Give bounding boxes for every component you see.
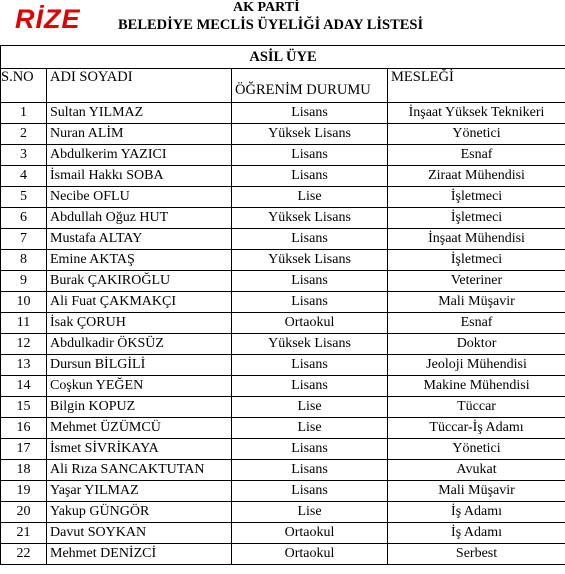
education-level: Lisans — [232, 103, 388, 124]
candidate-name: İsmail Hakkı SOBA — [47, 166, 232, 187]
table-row — [1, 481, 565, 502]
candidate-name: Mustafa ALTAY — [47, 229, 232, 250]
occupation: Yönetici — [388, 124, 565, 145]
table-row — [1, 292, 565, 313]
row-number: 16 — [1, 418, 47, 439]
row-number: 18 — [1, 460, 47, 481]
education-level: Lisans — [232, 271, 388, 292]
candidate-name: Mehmet DENİZCİ — [47, 544, 232, 565]
candidate-name: Ali Rıza SANCAKTUTAN — [47, 460, 232, 481]
education-level: Yüksek Lisans — [232, 208, 388, 229]
row-number: 11 — [1, 313, 47, 334]
row-number: 22 — [1, 544, 47, 565]
row-number: 7 — [1, 229, 47, 250]
education-level: Ortaokul — [232, 523, 388, 544]
column-header-no: S.NO — [1, 69, 47, 103]
table-row — [1, 502, 565, 523]
section-row — [1, 46, 565, 69]
table-row — [1, 439, 565, 460]
row-number: 3 — [1, 145, 47, 166]
occupation: Ziraat Mühendisi — [388, 166, 565, 187]
candidate-name: Yaşar YILMAZ — [47, 481, 232, 502]
education-level: Lise — [232, 397, 388, 418]
candidate-name: Necibe OFLU — [47, 187, 232, 208]
education-level: Ortaokul — [232, 313, 388, 334]
occupation: Veteriner — [388, 271, 565, 292]
occupation: Esnaf — [388, 313, 565, 334]
education-level: Lisans — [232, 439, 388, 460]
city-logo-text: RİZE — [15, 4, 81, 34]
candidate-table — [0, 45, 565, 565]
table-row — [1, 355, 565, 376]
row-number: 13 — [1, 355, 47, 376]
education-level: Lisans — [232, 460, 388, 481]
occupation: İşletmeci — [388, 250, 565, 271]
table-row — [1, 166, 565, 187]
row-number: 12 — [1, 334, 47, 355]
column-header-occupation: MESLEĞİ — [388, 69, 565, 103]
candidate-name: Yakup GÜNGÖR — [47, 502, 232, 523]
row-number: 10 — [1, 292, 47, 313]
candidate-name: Coşkun YEĞEN — [47, 376, 232, 397]
table-row — [1, 397, 565, 418]
education-level: Yüksek Lisans — [232, 250, 388, 271]
section-title: ASİL ÜYE — [1, 46, 565, 69]
column-header-name: ADI SOYADI — [47, 69, 232, 103]
candidate-name: Emine AKTAŞ — [47, 250, 232, 271]
occupation: Mali Müşavir — [388, 292, 565, 313]
table-row — [1, 313, 565, 334]
row-number: 6 — [1, 208, 47, 229]
occupation: Serbest — [388, 544, 565, 565]
row-number: 14 — [1, 376, 47, 397]
education-level: Lisans — [232, 355, 388, 376]
table-row — [1, 250, 565, 271]
table-row — [1, 229, 565, 250]
candidate-name: Sultan YILMAZ — [47, 103, 232, 124]
row-number: 4 — [1, 166, 47, 187]
education-level: Lisans — [232, 376, 388, 397]
table-row — [1, 418, 565, 439]
candidate-name: Davut SOYKAN — [47, 523, 232, 544]
candidate-name: Ali Fuat ÇAKMAKÇI — [47, 292, 232, 313]
education-level: Lisans — [232, 481, 388, 502]
education-level: Lise — [232, 502, 388, 523]
candidate-name: Bilgin KOPUZ — [47, 397, 232, 418]
candidate-name: Abdulkadir ÖKSÜZ — [47, 334, 232, 355]
education-level: Lisans — [232, 166, 388, 187]
occupation: Yönetici — [388, 439, 565, 460]
document-header — [0, 0, 565, 45]
candidate-name: Dursun BİLGİLİ — [47, 355, 232, 376]
education-level: Yüksek Lisans — [232, 124, 388, 145]
row-number: 19 — [1, 481, 47, 502]
occupation: İnşaat Mühendisi — [388, 229, 565, 250]
occupation: Tüccar — [388, 397, 565, 418]
document-title: BELEDİYE MECLİS ÜYELİĞİ ADAY LİSTESİ — [118, 17, 424, 33]
education-level: Ortaokul — [232, 544, 388, 565]
occupation: İşletmeci — [388, 187, 565, 208]
education-level: Lise — [232, 187, 388, 208]
candidate-name: Burak ÇAKIROĞLU — [47, 271, 232, 292]
row-number: 20 — [1, 502, 47, 523]
occupation: İş Adamı — [388, 502, 565, 523]
candidate-name: İsmet SİVRİKAYA — [47, 439, 232, 460]
education-level: Yüksek Lisans — [232, 334, 388, 355]
row-number: 5 — [1, 187, 47, 208]
table-row — [1, 103, 565, 124]
candidate-name: Abdulkerim YAZICI — [47, 145, 232, 166]
occupation: Esnaf — [388, 145, 565, 166]
education-level: Lisans — [232, 145, 388, 166]
row-number: 21 — [1, 523, 47, 544]
candidate-name: Mehmet ÜZÜMCÜ — [47, 418, 232, 439]
table-row — [1, 544, 565, 565]
table-row — [1, 460, 565, 481]
education-level: Lisans — [232, 292, 388, 313]
occupation: İş Adamı — [388, 523, 565, 544]
column-header-education: ÖĞRENİM DURUMU — [232, 69, 388, 103]
occupation: Makine Mühendisi — [388, 376, 565, 397]
occupation: İnşaat Yüksek Teknikeri — [388, 103, 565, 124]
table-row — [1, 271, 565, 292]
table-row — [1, 187, 565, 208]
table-row — [1, 376, 565, 397]
column-header-row — [1, 69, 565, 103]
table-row — [1, 334, 565, 355]
occupation: Tüccar-İş Adamı — [388, 418, 565, 439]
education-level: Lisans — [232, 229, 388, 250]
occupation: Avukat — [388, 460, 565, 481]
row-number: 15 — [1, 397, 47, 418]
table-row — [1, 523, 565, 544]
row-number: 17 — [1, 439, 47, 460]
row-number: 2 — [1, 124, 47, 145]
row-number: 8 — [1, 250, 47, 271]
table-row — [1, 145, 565, 166]
occupation: Mali Müşavir — [388, 481, 565, 502]
row-number: 1 — [1, 103, 47, 124]
occupation: İşletmeci — [388, 208, 565, 229]
table-row — [1, 124, 565, 145]
party-name: AK PARTİ — [233, 0, 300, 15]
table-row — [1, 208, 565, 229]
occupation: Jeoloji Mühendisi — [388, 355, 565, 376]
education-level: Lise — [232, 418, 388, 439]
candidate-name: Nuran ALİM — [47, 124, 232, 145]
row-number: 9 — [1, 271, 47, 292]
candidate-name: İsak ÇORUH — [47, 313, 232, 334]
occupation: Doktor — [388, 334, 565, 355]
candidate-name: Abdullah Oğuz HUT — [47, 208, 232, 229]
